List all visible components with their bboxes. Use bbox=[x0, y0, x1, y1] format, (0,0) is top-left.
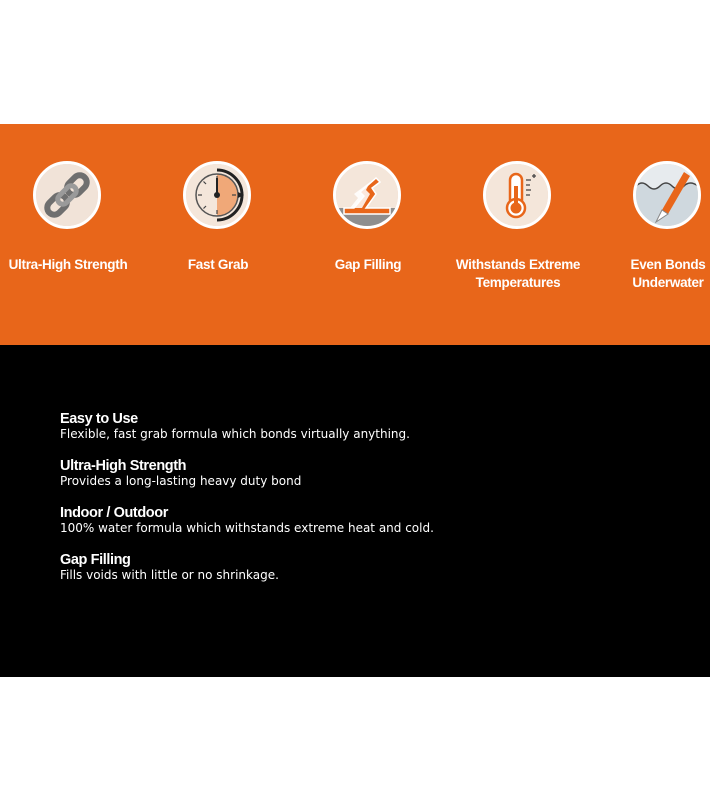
benefit-title: Ultra-High Strength bbox=[60, 458, 187, 474]
benefits-list bbox=[60, 411, 680, 599]
crack-fill-icon bbox=[333, 161, 401, 229]
benefits-section bbox=[0, 345, 710, 677]
feature-label: Ultra-High Strength bbox=[8, 257, 128, 272]
feature-label: Gap Filling bbox=[334, 257, 402, 272]
feature-label: Fast Grab bbox=[187, 257, 249, 272]
benefit-item bbox=[60, 411, 680, 442]
benefit-description: Provides a long-lasting heavy duty bond bbox=[60, 474, 302, 488]
benefit-description: Flexible, fast grab formula which bonds virtually anything. bbox=[60, 427, 410, 441]
underwater-bond-icon bbox=[633, 161, 701, 229]
benefit-item bbox=[60, 505, 680, 536]
thermometer-icon bbox=[483, 161, 551, 229]
benefit-item bbox=[60, 458, 680, 489]
feature-icons-band bbox=[0, 124, 710, 345]
benefit-title: Indoor / Outdoor bbox=[60, 505, 168, 521]
feature-label: Even Bonds Underwater bbox=[630, 257, 706, 290]
benefit-title: Gap Filling bbox=[60, 552, 131, 568]
benefit-description: 100% water formula which withstands extreme heat and cold. bbox=[60, 521, 434, 535]
benefit-description: Fills voids with little or no shrinkage. bbox=[60, 568, 279, 582]
benefit-item bbox=[60, 552, 680, 583]
chain-link-icon bbox=[33, 161, 101, 229]
feature-label: Withstands Extreme Temperatures bbox=[455, 257, 581, 290]
stopwatch-icon bbox=[183, 161, 251, 229]
benefit-title: Easy to Use bbox=[60, 411, 138, 427]
